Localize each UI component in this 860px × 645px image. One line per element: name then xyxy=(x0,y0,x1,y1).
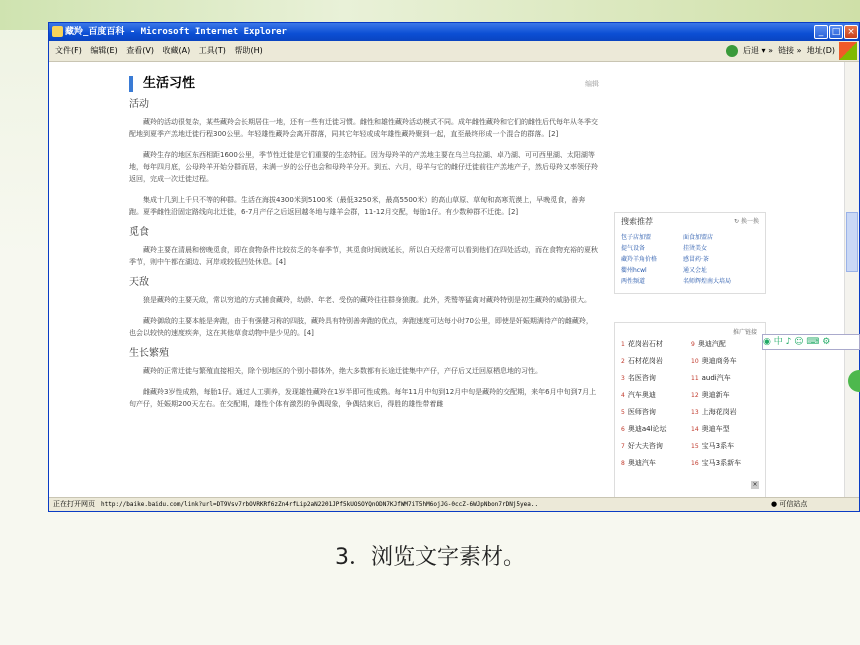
status-url: http://baike.baidu.com/link?url=DT9Vsv7rbOVRKRf6zZn4rfLip2aN2201JPf5kUOSOYQnODN7KJfWM7iT5hM6ojJG-0ccZ-6WJpNbon7rDNj5yea.. xyxy=(101,501,539,508)
sponsored-links-panel xyxy=(614,322,766,499)
recommend-link[interactable]: 面食加盟店 xyxy=(683,234,714,241)
panel-header: 搜索推荐 ↻ 换一换 xyxy=(621,217,759,226)
floating-toolbar[interactable]: ◉ 中 ♪ ☺ ⌨ ⚙ xyxy=(762,334,860,350)
edit-link[interactable]: 编辑 xyxy=(585,80,599,88)
back-button[interactable]: 后退 xyxy=(742,46,759,55)
toolbar-right: 后退 ▾ » 链接 » 地址(D) xyxy=(726,41,835,61)
ads-tag: 推广链接 xyxy=(732,329,757,336)
recommend-link[interactable]: 两性频道 xyxy=(621,278,646,285)
switch-button[interactable]: ↻ 换一换 xyxy=(734,218,759,225)
address-label[interactable]: 地址(D) xyxy=(806,46,835,55)
window-title: 藏羚_百度百科 - Microsoft Internet Explorer xyxy=(65,27,287,37)
subsection-heading: 活动 xyxy=(129,99,149,110)
browser-window xyxy=(48,22,860,512)
ad-link[interactable]: 12 奥迪新车 xyxy=(691,391,730,399)
recommend-link[interactable]: 通又会址 xyxy=(683,267,708,274)
ad-link[interactable]: 5 医师咨询 xyxy=(621,408,656,416)
page-content xyxy=(49,62,845,499)
article xyxy=(129,62,599,419)
subsection-heading: 天敌 xyxy=(129,277,149,288)
menu-view[interactable]: 查看(V) xyxy=(126,46,154,55)
menu-help[interactable]: 帮助(H) xyxy=(234,46,263,55)
paragraph: 藏羚御敌的主要本能是奔跑，由于有强健习称的四肢，藏羚具有特别善奔跑的优点，奔跑速度可达每小时70公里，即使是奸娠期满待产的雌藏羚，也会以较快的速度疾奔，这在其他草食动物中是少见的。[4] xyxy=(129,317,593,337)
links-label[interactable]: 链接 xyxy=(778,46,795,55)
menu-edit[interactable]: 编辑(E) xyxy=(90,46,118,55)
ad-link[interactable]: 11 audi汽车 xyxy=(691,374,731,382)
recommend-link[interactable]: 挂烫美女 xyxy=(683,245,708,252)
ad-link[interactable]: 14 奥迪车型 xyxy=(691,425,730,433)
paragraph: 藏羚主要在清晨和傍晚觅食，即在食物条件比较贫乏的冬春季节，其觅食时间就延长，所以白天经常可以看到他们在四处活动，而在食物充裕的夏秋季节，则中午都在湖边、河岸或较低凹处休息。[4] xyxy=(129,246,598,266)
close-button[interactable]: × xyxy=(844,25,858,39)
paragraph: 雌藏羚3岁性成熟，每胎1仔。通过人工驯养，发现雄性藏羚在1岁半即可性成熟。每年11月中旬到12月中旬是藏羚的交配期，来年6月中旬到7月上旬产仔，妊娠期200天左右。在交配期，雄性个体有激烈的争偶现象，争偶结束后，得胜的雄性带着雌 xyxy=(129,388,597,408)
ad-link[interactable]: 1 花岗岩石材 xyxy=(621,340,663,348)
close-icon[interactable]: × xyxy=(752,481,758,488)
maximize-button[interactable]: □ xyxy=(829,25,843,39)
ad-link[interactable]: 6 奥迪a4l论坛 xyxy=(621,425,667,433)
paragraph: 藏羚生存的地区东西相距1600公里，季节性迁徙是它们重要的生态特征。因为母羚羊的产羔地主要在乌兰乌拉湖、卓乃湖、可可西里湖、太阳湖等地，每年四月底，公母羚羊开始分群而居，未满一岁的公仔也会和母羚羊分开。到五、六月，母羊与它的雌仔迁徙前往产羔地产子，然后母羚又率领仔羚返回，完成一次迁徙过程。 xyxy=(129,151,598,183)
ad-link[interactable]: 4 汽车奥迪 xyxy=(621,391,656,399)
ad-link[interactable]: 9 奥迪汽配 xyxy=(691,340,726,348)
ad-link[interactable]: 3 名医咨询 xyxy=(621,374,656,382)
minimize-button[interactable]: _ xyxy=(814,25,828,39)
menu-file[interactable]: 文件(F) xyxy=(55,46,82,55)
paragraph: 藏羚的活动很复杂，某些藏羚会长期居住一地，还有一些有迁徙习惯。雌性和雄性藏羚活动模式不同。成年雌性藏羚和它们的雌性后代每年从冬季交配地到夏季产羔地迁徙行程300公里。年轻雄性藏羚会离开群落，同其它年轻或成年雄性藏羚聚到一起，直至最终形成一个混合的群落。[2] xyxy=(129,118,598,138)
recommend-link[interactable]: 感冒药·茶 xyxy=(683,256,709,263)
paragraph: 集成十几到上千只不等的种群。生活在海拔4300米到5100米（最低3250米，最高5500米）的高山草原、草甸和高寒荒漠上，早晚觅食，善奔跑。夏季雌性沿固定路线向北迁徙，6-7月产仔之后返回越冬地与雄羊会群，11-12月交配，每胎1仔。有少数种群不迁徙。[2] xyxy=(129,196,586,216)
menu-favorites[interactable]: 收藏(A) xyxy=(162,46,191,55)
ad-link[interactable]: 8 奥迪汽车 xyxy=(621,459,656,467)
back-icon[interactable] xyxy=(726,45,738,57)
title-bar xyxy=(49,23,859,41)
subsection-heading: 生长繁殖 xyxy=(129,348,169,359)
subsection-heading: 觅食 xyxy=(129,227,149,238)
zone-label: ● 可信站点 xyxy=(771,500,808,508)
status-text: 正在打开网页 http://baike.baidu.com/link?url=DT9Vsv7rbOVRKRf6zZn4rfLip2aN2201JPf5kUOSOYQnODN7KJfWM7iT5hM6ojJG-0ccZ-6WJpNbon7rDNj5yea.. xyxy=(53,500,539,508)
ad-link[interactable]: 15 宝马3系车 xyxy=(691,442,735,450)
recommend-link[interactable]: 藏羚羊角价格 xyxy=(621,256,658,263)
vertical-scrollbar[interactable] xyxy=(844,62,859,499)
ad-link[interactable]: 16 宝马3系新车 xyxy=(691,459,742,467)
recommend-link[interactable]: 提气设备 xyxy=(621,245,646,252)
ad-link[interactable]: 13 上海花岗岩 xyxy=(691,408,737,416)
slide-caption: 3．浏览文字素材。 xyxy=(335,545,525,570)
menu-bar xyxy=(49,41,859,62)
section-title: 生活习性 编辑 xyxy=(129,76,599,92)
menu-tools[interactable]: 工具(T) xyxy=(198,46,226,55)
windows-logo-icon xyxy=(839,42,857,60)
recommend-link[interactable]: 名师辉煌南大培局 xyxy=(683,278,732,285)
paragraph: 藏羚的正常迁徙与繁殖直接相关，除个别地区的个别小群体外，绝大多数都有长途迁徙集中产仔，产仔后又迁回原栖息地的习性。 xyxy=(143,367,542,375)
status-bar xyxy=(49,497,859,511)
ad-link[interactable]: 7 好大夫咨询 xyxy=(621,442,663,450)
ad-link[interactable]: 10 奥迪商务车 xyxy=(691,357,737,365)
search-recommend-panel xyxy=(614,212,766,294)
recommend-list xyxy=(615,230,765,293)
ad-link[interactable]: 2 石材花岗岩 xyxy=(621,357,663,365)
scroll-thumb[interactable] xyxy=(846,212,858,272)
ie-icon xyxy=(52,26,63,37)
recommend-link[interactable]: 包子店加盟 xyxy=(621,234,652,241)
recommend-link[interactable]: 衢州hcwl xyxy=(621,267,647,274)
paragraph: 狼是藏羚的主要天敌，常以穷追的方式捕食藏羚，幼龄、年老、受伤的藏羚往往群身狼腹。此外，秃鹫等猛禽对藏羚特别是初生藏羚的威胁很大。 xyxy=(143,296,591,304)
